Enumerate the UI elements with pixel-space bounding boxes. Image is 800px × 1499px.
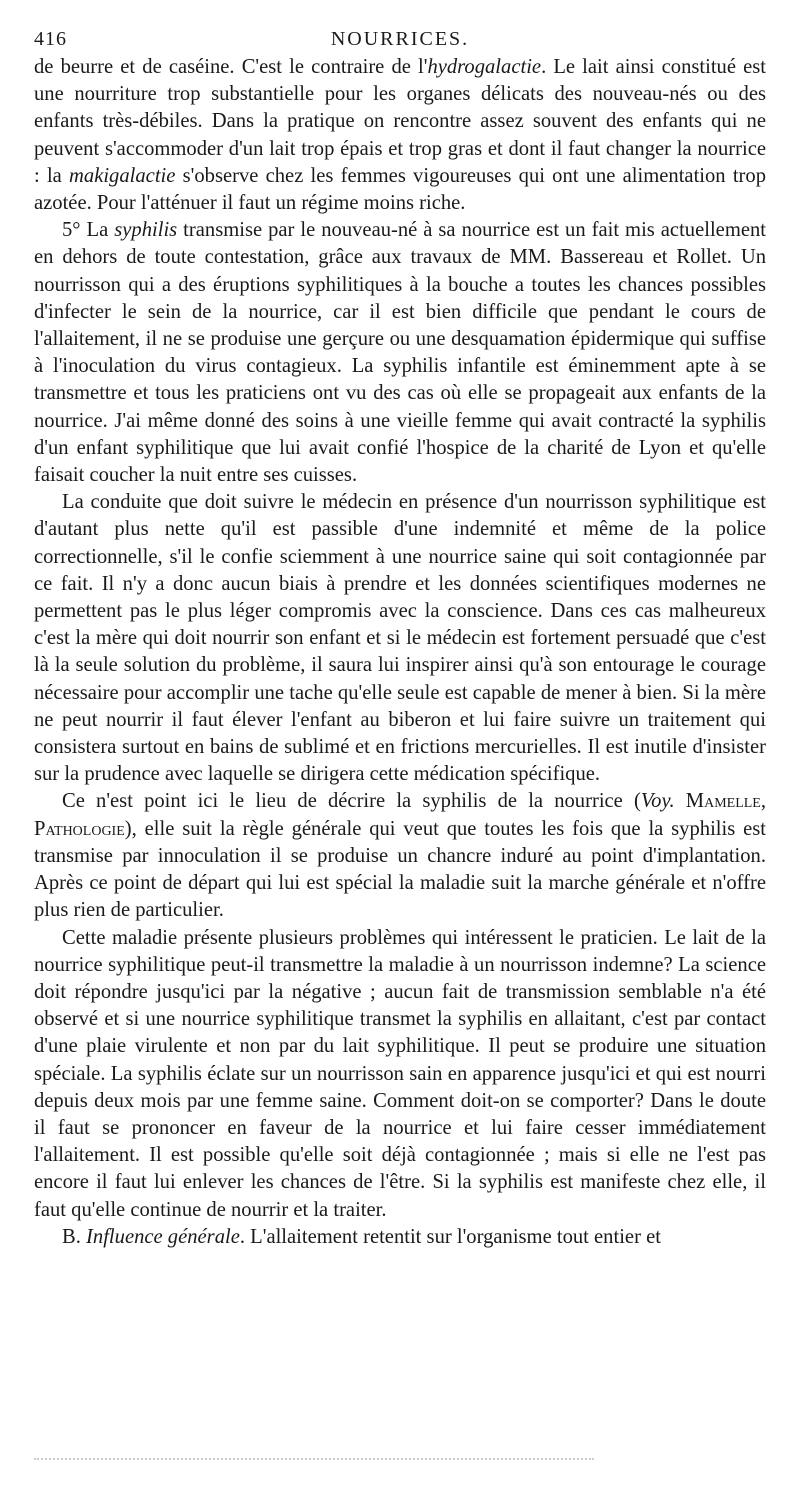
cross-ref-mamelle: Mamelle [685, 790, 761, 813]
paragraph-2: 5° La syphilis transmise par le nouveau-né à sa nourrice est un fait mis actuellement en dehors de toute contestation, grâce aux travaux de MM. Bassereau et Rollet. Un nourrisson qui a des éruptions syphilitiques à la bouche a toutes les chances possibles d'infecter le sein de la nourrice, car il est bien difficile que pendant le cours de l'allaitement, il ne se produise une gerçure ou une desquamation épidermique qui suffise à l'inoculation du virus contagieux. La syphilis infantile est éminemment apte à se transmettre et tous les praticiens ont vu des cas où elle se propageait aux enfants de la nourrice. J'ai même donné des soins à une vieille femme qui avait contracté la syphilis d'un enfant syphilitique que lui avait confié l'hospice de la charité de Lyon et qu'elle faisait coucher la nuit entre ses cuisses. [34, 219, 766, 487]
page-number: 416 [34, 28, 67, 50]
paragraph-4: Ce n'est point ici le lieu de décrire la syphilis de la nourrice (Voy. Mamelle, Pathologie), elle suit la règle générale qui veut que toutes les fois que la syphilis est transmise par innoculation il se produise un chancre induré au point d'implantation. Après ce point de départ qui lui est spécial la maladie suit la marche générale et n'offre plus rien de particulier. [34, 790, 767, 922]
cross-ref-pathologie: Pathologie [34, 817, 125, 840]
book-page [34, 28, 766, 1251]
paragraph-5: Cette maladie présente plusieurs problèmes qui intéressent le praticien. Le lait de la nourrice syphilitique peut-il transmettre la maladie à un nourrisson indemne? La science doit répondre jusqu'ici par la négative ; aucun fait de transmission semblable n'a été observé et si une nourrice syphilitique transmet la syphilis en allaitant, c'est par contact d'une plaie virulente et non par du lait syphilitique. Il peut se produire une situation spéciale. La syphilis éclate sur un nourrisson sain en apparence jusqu'ici et qui est nourri depuis deux mois par une femme saine. Comment doit-on se comporter? Dans le doute il faut se prononcer en faveur de la nourrice et lui faire cesser immédiatement l'allaitement. Il est possible qu'elle soit déjà contagionnée ; mais si elle ne l'est pas encore il faut lui enlever les chances de l'être. Si la syphilis est manifeste chez elle, il faut qu'elle continue de nourrir et la traiter. [34, 926, 766, 1221]
term-makigalactie: makigalactie [69, 164, 176, 187]
paragraph-1: de beurre et de caséine. C'est le contraire de l'hydrogalactie. Le lait ainsi constitué est une nourriture trop substantielle pour les organes délicats des nouveau-nés ou des enfants très-débiles. Dans la pratique on rencontre assez souvent des enfants qui ne peuvent s'accommoder d'un lait trop épais et trop gras et dont il faut changer la nourrice : la makigalactie s'observe chez les femmes vigoureuses qui ont une alimentation trop azotée. Pour l'atténuer il faut un régime moins riche. [34, 56, 766, 215]
paragraph-6: B. Influence générale. L'allaitement retentit sur l'organisme tout entier et [62, 1225, 661, 1248]
paragraph-3: La conduite que doit suivre le médecin en présence d'un nourrisson syphilitique est d'autant plus nette qu'il est passible d'une indemnité et même de la police correctionnelle, s'il le confie sciemment à une nourrice saine qui soit contagionnée par ce fait. Il n'y a donc aucun biais à prendre et les données scientifiques modernes ne permettent pas le plus léger compromis avec la conscience. Dans ces cas malheureux c'est la mère qui doit nourrir son enfant et si le médecin est fortement persuadé que c'est là la seule solution du problème, il saura lui inspirer ainsi qu'à son entourage le courage nécessaire pour accomplir une tache qu'elle seule est capable de mener à bien. Si la mère ne peut nourrir il faut élever l'enfant au biberon et lui faire suivre un traitement qui consistera surtout en bains de sublimé et en frictions mercurielles. Il est inutile d'insister sur la prudence avec laquelle se dirigera cette médication spécifique. [34, 491, 766, 786]
page-header [34, 28, 766, 54]
page-edge-artifact [34, 1458, 594, 1466]
voy-reference: Voy. [640, 790, 675, 813]
section-heading-influence: Influence générale [86, 1225, 240, 1248]
running-head: NOURRICES. [330, 28, 470, 50]
term-syphilis: syphilis [114, 219, 178, 242]
body-text [34, 54, 766, 1251]
term-hydrogalactie: hydrogalactie [427, 56, 542, 78]
